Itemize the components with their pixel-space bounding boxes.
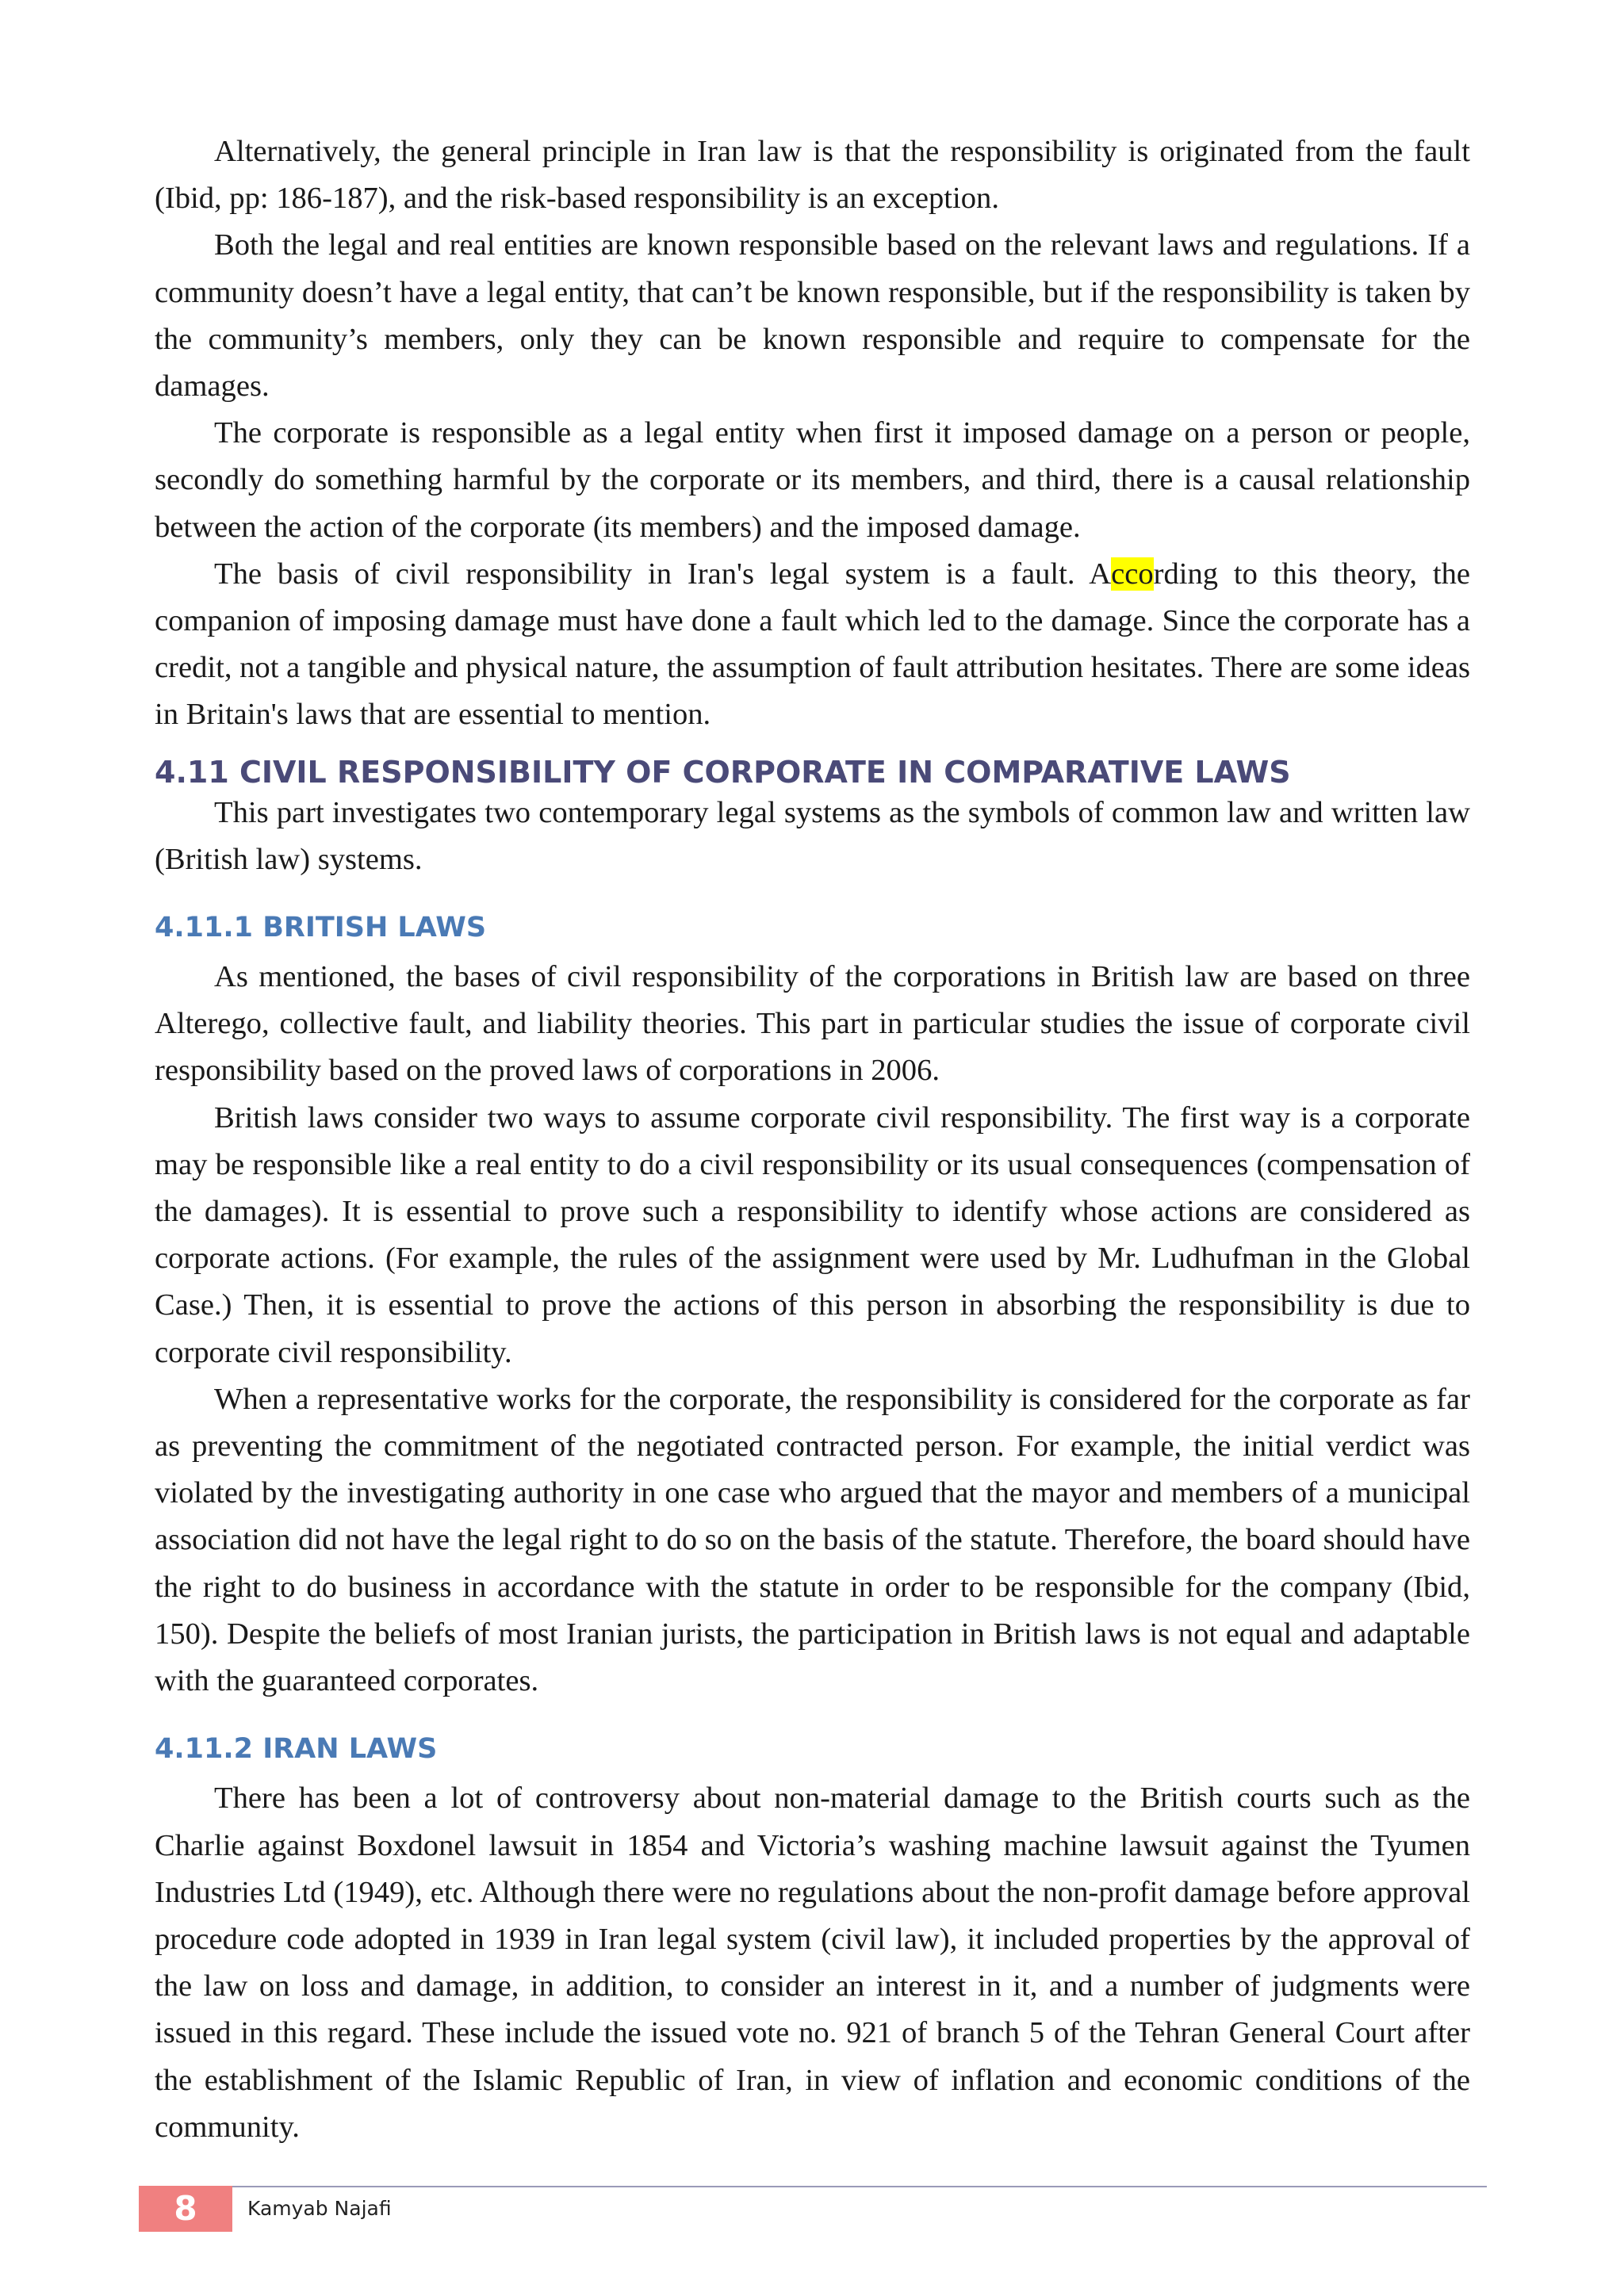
page-body (155, 128, 1470, 2151)
highlighted-text: cco (1111, 557, 1154, 591)
paragraph-fault-basis (155, 551, 1470, 739)
paragraph: As mentioned, the bases of civil responsibility of the corporations in British law are based on three Alterego, collective fault, and liability theories. This part in particular studies the issue of corporate civil responsibility based on the proved laws of corporations in 2006. (155, 960, 1470, 1088)
paragraph: There has been a lot of controversy about non-material damage to the British courts such as the Charlie against Boxdonel lawsuit in 1854 and Victoria’s washing machine lawsuit against the Tyumen Industries Ltd (1949), etc. Although there were no regulations about the non-profit damage before approval procedure code adopted in 1939 in Iran legal system (civil law), it included properties by the approval of the law on loss and damage, in addition, to consider an interest in it, and a number of judgments were issued in this regard. These include the issued vote no. 921 of branch 5 of the Tehran General Court after the establishment of the Islamic Republic of Iran, in view of inflation and economic conditions of the community. (155, 1781, 1470, 2144)
section-heading-4-11: 4.11 CIVIL RESPONSIBILITY OF CORPORATE IN COMPARATIVE LAWS (155, 754, 1291, 790)
footer-author: Kamyab Najafi (247, 2197, 392, 2220)
page-number-badge: 8 (139, 2186, 232, 2232)
section-heading-4-11-2: 4.11.2 IRAN LAWS (155, 1733, 438, 1766)
paragraph: The corporate is responsible as a legal entity when first it imposed damage on a person or people, secondly do something harmful by the corporate or its members, and third, there is a causal relationship between the action of the corporate (its members) and the imposed damage. (155, 416, 1470, 544)
paragraph: Both the legal and real entities are known responsible based on the relevant laws and regulations. If a community doesn’t have a legal entity, that can’t be known responsible, but if the responsibility is taken by the community’s members, only they can be known responsible and require to compensate for the damages. (155, 228, 1470, 404)
text-run: The basis of civil responsibility in Iran's legal system is a fault. A (214, 557, 1112, 591)
footer-rule (139, 2186, 1487, 2187)
section-heading-4-11-1: 4.11.1 BRITISH LAWS (155, 912, 487, 944)
paragraph: British laws consider two ways to assume corporate civil responsibility. The first way is a corporate may be responsible like a real entity to do a civil responsibility or its usual consequences (compensation of the damages). It is essential to prove such a responsibility to identify whose actions are considered as corporate actions. (For example, the rules of the assignment were used by Mr. Ludhufman in the Global Case.) Then, it is essential to prove the actions of this person in absorbing the responsibility is due to corporate civil responsibility. (155, 1100, 1470, 1369)
text-run: rding to this theory, the companion of imposing damage must have done a fault which led to the damage. Since the corporate has a credit, not a tangible and physical nature, the assumption of fault attribution hesitates. There are some ideas in Britain's laws that are essential to mention. (155, 557, 1470, 732)
paragraph: Alternatively, the general principle in Iran law is that the responsibility is originated from the fault (Ibid, pp: 186-187), and the risk-based responsibility is an exception. (155, 135, 1470, 216)
paragraph: This part investigates two contemporary legal systems as the symbols of common law and written law (British law) systems. (155, 795, 1470, 876)
paragraph: When a representative works for the corporate, the responsibility is considered for the corporate as far as preventing the commitment of the negotiated contracted person. For example, the initial verdict was violated by the investigating authority in one case who argued that the mayor and members of a municipal association did not have the legal right to do so on the basis of the statute. Therefore, the board should have the right to do business in accordance with the statute in order to be responsible for the company (Ibid, 150). Despite the beliefs of most Iranian jurists, the participation in British laws is not equal and adaptable with the guaranteed corporates. (155, 1382, 1470, 1698)
